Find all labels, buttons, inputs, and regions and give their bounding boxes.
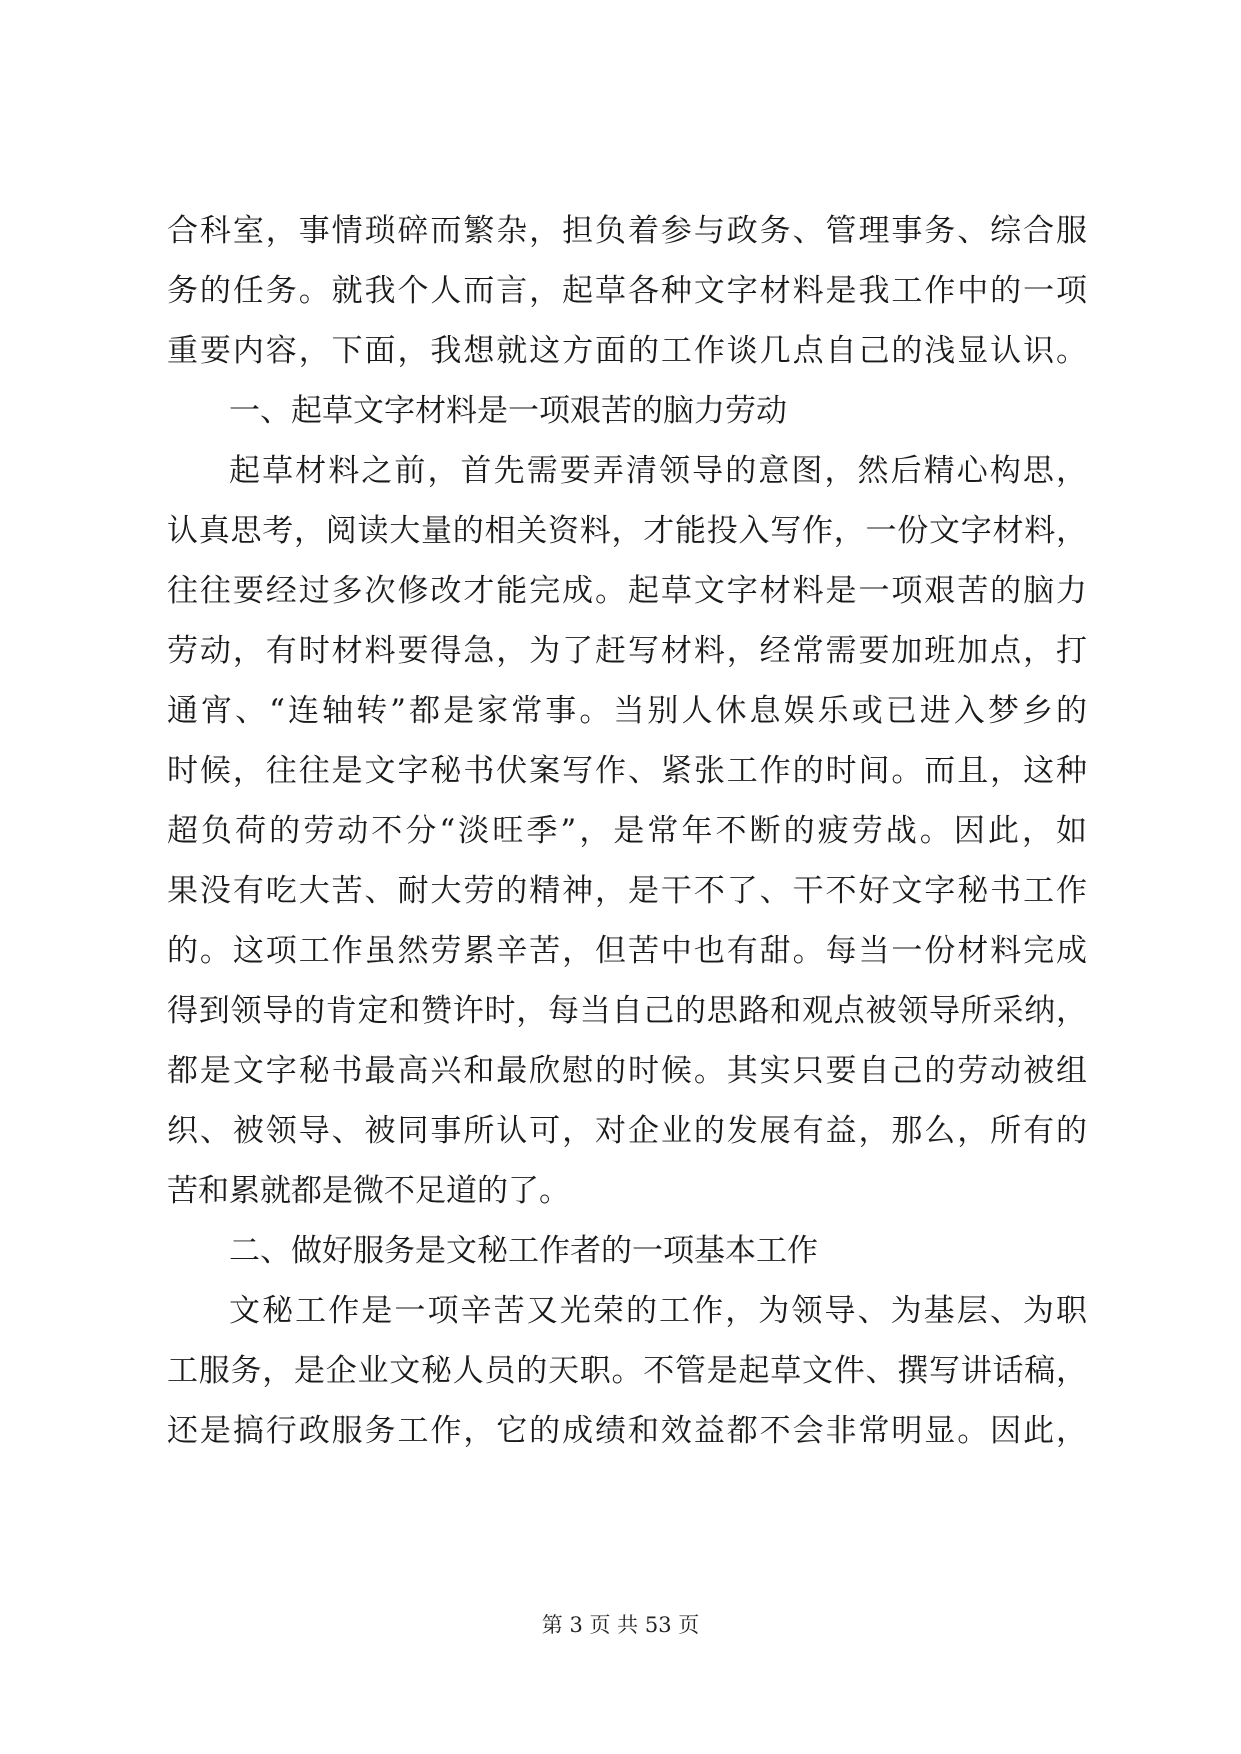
section-heading: 一、起草文字材料是一项艰苦的脑力劳动 (229, 393, 787, 429)
text-line: 都是文字秘书最高兴和最欣慰的时候。其实只要自己的劳动被组 (167, 1053, 1087, 1089)
text-line: 务的任务。就我个人而言，起草各种文字材料是我工作中的一项 (167, 273, 1087, 309)
section-heading: 二、做好服务是文秘工作者的一项基本工作 (229, 1233, 818, 1269)
text-line: 合科室，事情琐碎而繁杂，担负着参与政务、管理事务、综合服 (167, 213, 1087, 249)
text-line: 果没有吃大苦、耐大劳的精神，是干不了、干不好文字秘书工作 (167, 873, 1087, 909)
text-line: 的。这项工作虽然劳累辛苦，但苦中也有甜。每当一份材料完成 (167, 933, 1087, 969)
text-line: 通宵、“连轴转”都是家常事。当别人休息娱乐或已进入梦乡的 (167, 693, 1087, 729)
page-number-footer: 第 3 页 共 53 页 (541, 1613, 700, 1637)
text-line: 工服务，是企业文秘人员的天职。不管是起草文件、撰写讲话稿， (167, 1353, 1087, 1389)
text-line: 苦和累就都是微不足道的了。 (167, 1173, 570, 1209)
text-line: 还是搞行政服务工作，它的成绩和效益都不会非常明显。因此， (167, 1413, 1087, 1449)
text-line: 得到领导的肯定和赞许时，每当自己的思路和观点被领导所采纳， (167, 993, 1087, 1029)
text-line: 起草材料之前，首先需要弄清领导的意图，然后精心构思， (229, 453, 1087, 489)
text-line: 织、被领导、被同事所认可，对企业的发展有益，那么，所有的 (167, 1113, 1087, 1149)
text-line: 时候，往往是文字秘书伏案写作、紧张工作的时间。而且，这种 (167, 753, 1087, 789)
text-line: 往往要经过多次修改才能完成。起草文字材料是一项艰苦的脑力 (167, 573, 1087, 609)
text-line: 超负荷的劳动不分“淡旺季”，是常年不断的疲劳战。因此，如 (167, 813, 1087, 849)
text-line: 认真思考，阅读大量的相关资料，才能投入写作，一份文字材料， (167, 513, 1087, 549)
text-line: 劳动，有时材料要得急，为了赶写材料，经常需要加班加点，打 (167, 633, 1087, 669)
text-line: 重要内容，下面，我想就这方面的工作谈几点自己的浅显认识。 (167, 333, 1087, 369)
text-line: 文秘工作是一项辛苦又光荣的工作，为领导、为基层、为职 (229, 1293, 1087, 1329)
